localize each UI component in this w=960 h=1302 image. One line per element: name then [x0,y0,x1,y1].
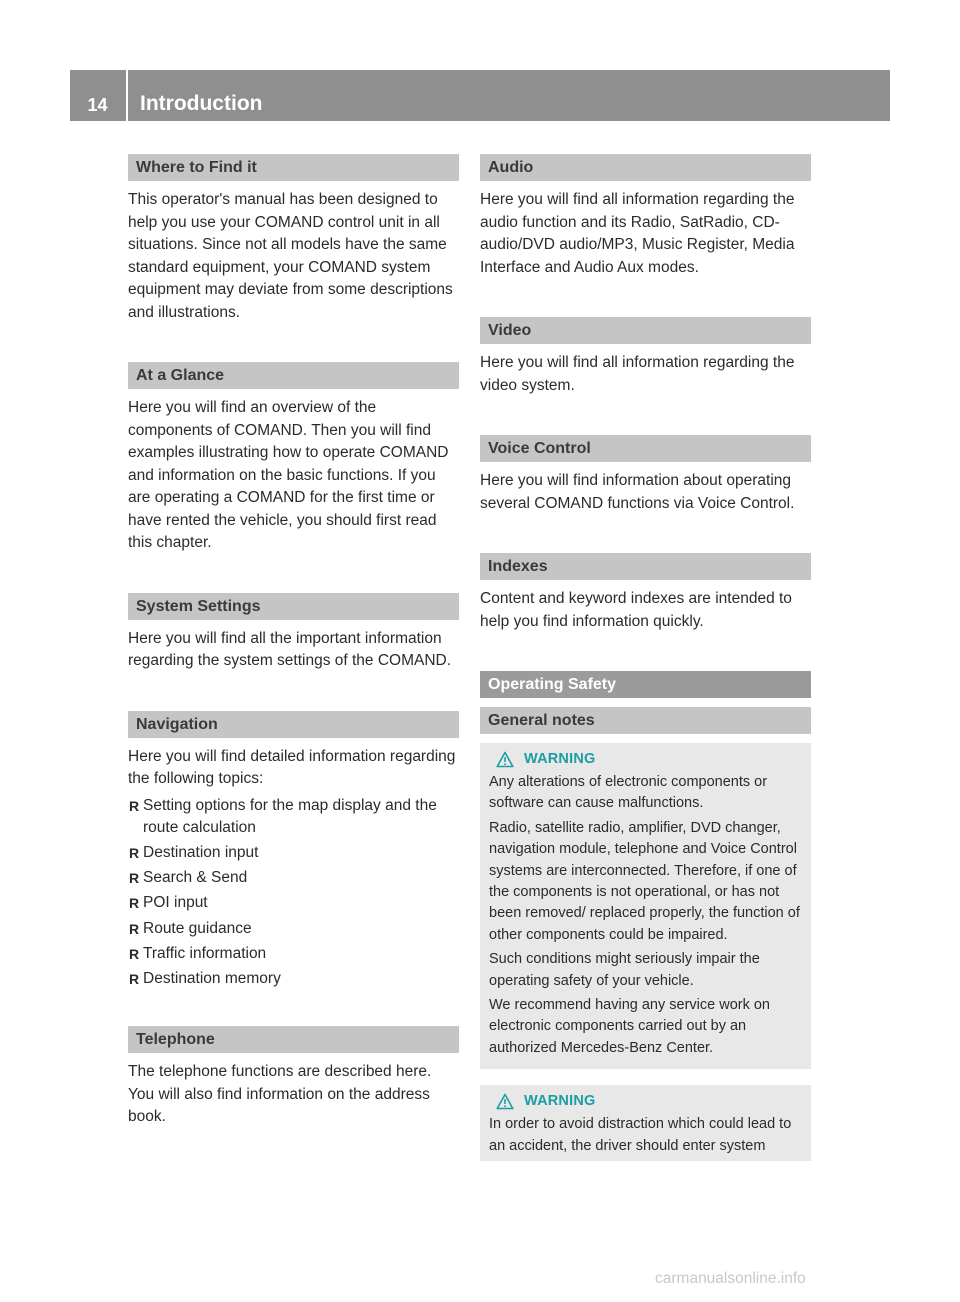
warning-text: We recommend having any service work on electronic components carried out by an authorized Mercedes-Benz Center. [489,997,770,1056]
section-text: Here you will find all information regarding the video system. [480,354,795,394]
warning-text: Such conditions might seriously impair the operating safety of your vehicle. [489,951,760,989]
navigation-topics-list [128,795,459,991]
bullet-icon: R [129,895,140,912]
section-heading: Video [480,317,811,344]
list-item: R Search & Send [128,867,459,889]
section-system-settings [128,593,459,673]
bullet-icon: R [129,920,140,937]
list-item: R Destination input [128,842,459,864]
page-header [70,70,890,121]
list-item: R Destination memory [128,968,459,990]
section-heading: Indexes [480,553,811,580]
warning-text: Any alterations of electronic components or software can cause malfunctions. [489,774,768,812]
warning-box [480,1085,811,1161]
section-voice-control [480,435,811,515]
section-text: This operator's manual has been designed to help you use your COMAND control unit in all situations. Since not all models have the same standard equipment, your COMAND system equipment may deviate from some descriptions and illustrations. [128,191,453,321]
section-text: Content and keyword indexes are intended to help you find information quickly. [480,590,792,630]
section-text: Here you will find an overview of the components of COMAND. Then you will find examples illustrating how to operate COMAND and information on the basic functions. If you are operating a COMAND for the first time or have rented the vehicle, you should first read this chapter. [128,399,449,551]
warning-header [489,1091,803,1111]
list-item: R Setting options for the map display and the route calculation [129,796,437,836]
section-text: Here you will find all information regarding the audio function and its Radio, SatRadio, CD-audio/DVD audio/MP3, Music Register, Media Interface and Audio Aux modes. [480,191,795,276]
section-indexes [480,553,811,633]
section-heading: Where to Find it [128,154,459,181]
section-heading: Telephone [128,1026,459,1053]
warning-title: WARNING [524,751,596,767]
section-heading: At a Glance [128,362,459,389]
warning-triangle-icon [496,751,514,768]
section-text: Here you will find all the important information regarding the system settings of the COMAND. [128,629,452,669]
section-telephone [128,1026,459,1129]
section-text: Here you will find detailed information regarding the following topics: [128,747,456,787]
section-heading: System Settings [128,593,459,620]
section-heading: Audio [480,154,811,181]
warning-box [480,743,811,1069]
section-text: Here you will find information about operating several COMAND functions via Voice Control. [480,472,795,512]
section-where-to-find [128,154,459,324]
page-number: 14 [87,95,108,115]
warning-text: In order to avoid distraction which could lead to an accident, the driver should enter system [489,1116,792,1154]
section-heading: Voice Control [480,435,811,462]
list-item: R Route guidance [128,918,459,940]
left-column [128,154,459,1129]
bullet-icon: R [129,797,140,814]
section-heading-general-notes: General notes [480,707,811,734]
section-audio [480,154,811,279]
bullet-icon: R [129,945,140,962]
warning-header [489,749,803,769]
list-item: R POI input [128,892,459,914]
warning-text: Radio, satellite radio, amplifier, DVD changer, navigation module, telephone and Voice Control systems are interconnected. Therefore, if one of the components is not operational, or has not been removed/ replaced properly, the function of other components could be impaired. [489,819,800,943]
bullet-icon: R [129,844,140,861]
chapter-heading-operating-safety: Operating Safety [480,671,811,698]
section-navigation [128,711,459,991]
warning-title: WARNING [524,1093,596,1110]
section-video [480,317,811,397]
watermark: carmanualsonline.info [655,1270,806,1287]
chapter-title: Introduction [140,92,263,115]
warning-triangle-icon [496,1093,514,1110]
section-heading: Navigation [128,711,459,738]
section-at-a-glance [128,362,459,555]
bullet-icon: R [129,870,140,887]
list-item: R Traffic information [128,943,459,965]
header-divider [126,70,128,121]
section-text: The telephone functions are described here. You will also find information on the address book. [128,1063,432,1126]
bullet-icon: R [129,971,140,988]
right-column [480,154,811,1161]
